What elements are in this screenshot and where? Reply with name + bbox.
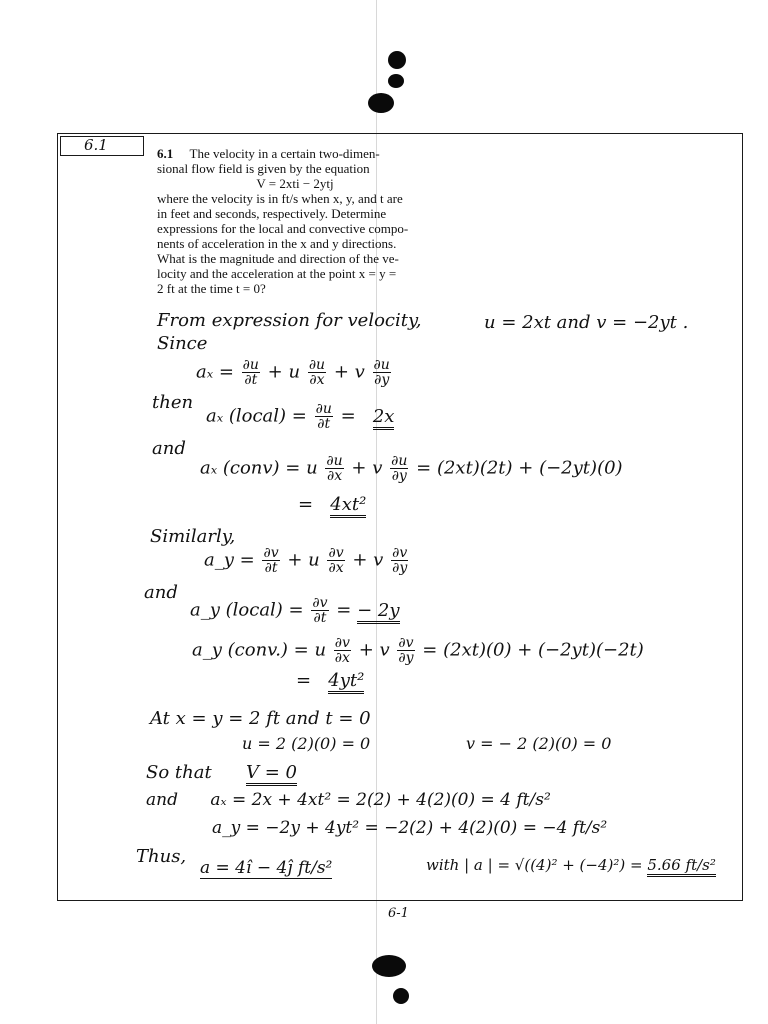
punch-hole-3	[368, 93, 394, 113]
problem-line-3: where the velocity is in ft/s when x, y, and t are	[157, 191, 403, 206]
sol-ay-conv: a_y (conv.) = u $\frac{\partial v}{\partial x}$ + v $\frac{\partial v}{\partial y}$ = (2xt)(0) + (−2yt)(−2t)	[192, 635, 644, 666]
result-accel-vector: a = 4î − 4ĵ ft/s²	[200, 858, 333, 878]
frac-du-dy: $\frac{\partial u}{\partial y}$	[373, 357, 390, 388]
sol-thus: Thus,	[136, 846, 187, 867]
punch-hole-5	[393, 988, 409, 1004]
frac-du-dt-2: $\frac{\partial u}{\partial t}$	[315, 401, 332, 432]
sol-line-1: From expression for velocity,	[157, 310, 422, 331]
problem-line-6: nents of acceleration in the x and y directions.	[157, 236, 397, 251]
result-ay-conv: 4yt²	[328, 670, 364, 694]
sol-ax-conv: aₓ (conv) = u $\frac{\partial u}{\partial x}$ + v $\frac{\partial u}{\partial y}$ = (2xt)(2t) + (−2yt)(0)	[200, 453, 623, 484]
sol-line-2: Since	[157, 333, 208, 354]
sol-u-value: u = 2 (2)(0) = 0	[242, 734, 371, 753]
sol-accel-vector	[200, 858, 332, 878]
sol-and-2: and	[144, 582, 178, 603]
sol-ax-conv-result: = 4xt²	[298, 494, 366, 515]
problem-line-8: locity and the acceleration at the point x = y =	[157, 266, 397, 281]
tab-label: 6.1	[84, 136, 108, 154]
problem-line-4: in feet and seconds, respectively. Determine	[157, 206, 387, 221]
sol-ax-local: aₓ (local) = $\frac{\partial u}{\partial t}$ = 2x	[206, 401, 395, 432]
sol-ay-local: a_y (local) = $\frac{\partial v}{\partial t}$ = − 2y	[190, 595, 400, 626]
sol-ay-conv-result: = 4yt²	[296, 670, 364, 691]
frac-du-dx: $\frac{\partial u}{\partial x}$	[308, 357, 326, 388]
problem-number: 6.1	[157, 146, 174, 161]
result-ax-local: 2x	[373, 406, 395, 430]
result-accel-magnitude: 5.66 ft/s²	[647, 856, 716, 877]
punch-hole-2	[388, 74, 404, 88]
sol-ay-value: a_y = −2y + 4yt² = −2(2) + 4(2)(0) = −4 ft/s²	[212, 818, 608, 838]
sol-so-that: So that V = 0	[146, 762, 297, 783]
sol-then: then	[152, 392, 194, 413]
sol-similarly: Similarly,	[150, 526, 236, 547]
problem-line-9: 2 ft at the time t = 0?	[157, 281, 266, 296]
problem-line-1: 6.1 The velocity in a certain two-dimen-	[157, 146, 380, 161]
result-ax-conv: 4xt²	[330, 494, 366, 518]
result-velocity: V = 0	[246, 762, 297, 786]
page-number: 6-1	[388, 906, 409, 921]
sol-accel-magnitude: with | a | = √((4)² + (−4)²) = 5.66 ft/s²	[426, 856, 716, 874]
problem-line-2: sional flow field is given by the equation	[157, 161, 370, 176]
sol-and-1: and	[152, 438, 186, 459]
problem-statement	[157, 146, 451, 296]
result-ay-local: − 2y	[357, 600, 399, 624]
frac-du-dt: $\frac{\partial u}{\partial t}$	[242, 357, 259, 388]
sol-at-point: At x = y = 2 ft and t = 0	[150, 708, 371, 729]
sol-v-value: v = − 2 (2)(0) = 0	[466, 734, 612, 753]
problem-line-5: expressions for the local and convective compo-	[157, 221, 409, 236]
problem-line-7: What is the magnitude and direction of the ve-	[157, 251, 399, 266]
punch-hole-4	[372, 955, 406, 977]
sol-ax-eq: aₓ = $\frac{\partial u}{\partial t}$ + u $\frac{\partial u}{\partial x}$ + v $\frac{\partial u}{\partial y}$	[196, 357, 390, 388]
punch-hole-1	[388, 51, 406, 69]
sol-line-1b: u = 2xt and v = −2yt .	[484, 312, 689, 333]
sol-ax-value: and aₓ = 2x + 4xt² = 2(2) + 4(2)(0) = 4 ft/s²	[146, 790, 551, 810]
sol-ay-eq: a_y = $\frac{\partial v}{\partial t}$ + u $\frac{\partial v}{\partial x}$ + v $\frac{\partial v}{\partial y}$	[204, 545, 408, 576]
problem-equation: V = 2xti − 2ytj	[256, 176, 334, 191]
